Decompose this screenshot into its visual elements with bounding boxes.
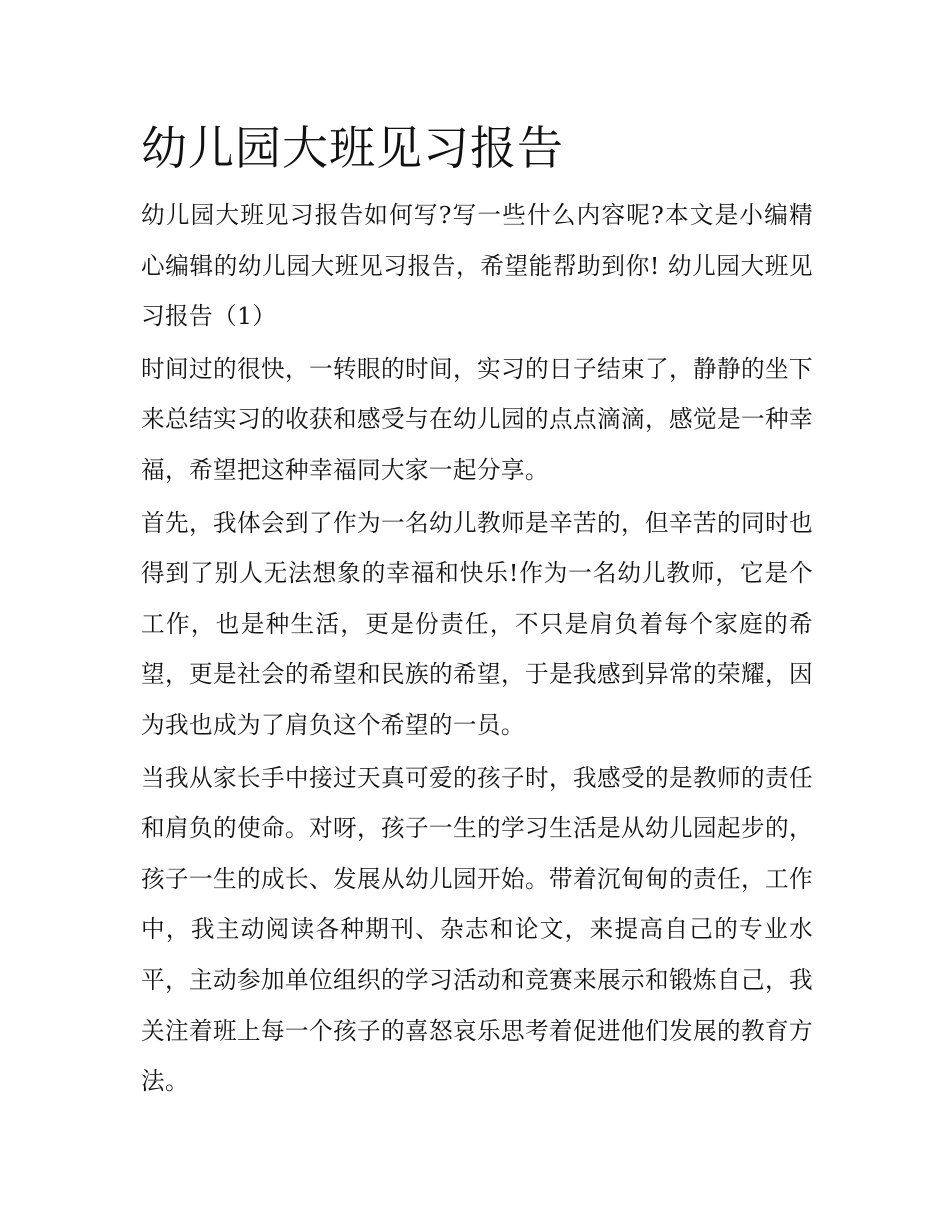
paragraph-first: 首先，我体会到了作为一名幼儿教师是辛苦的，但辛苦的同时也得到了别人无法想象的幸福和快乐!作为一名幼儿教师，它是个工作，也是种生活，更是份责任，不只是肩负着每个家庭的希望，更是社会的希望和民族的希望，于是我感到异常的荣耀，因为我也成为了肩负这个希望的一员。 [141, 508, 813, 739]
paragraph-responsibility: 当我从家长手中接过天真可爱的孩子时，我感受的是教师的责任和肩负的使命。对呀，孩子一生的学习生活是从幼儿园起步的，孩子一生的成长、发展从幼儿园开始。带着沉甸甸的责任，工作中，我主动阅读各种期刊、杂志和论文，来提高自己的专业水平，主动参加单位组织的学习活动和竞赛来展示和锻炼自己，我关注着班上每一个孩子的喜怒哀乐思考着促进他们发展的教育方法。 [141, 763, 813, 1096]
document-title: 幼儿园大班见习报告 [141, 121, 564, 175]
paragraph-intro: 幼儿园大班见习报告如何写?写一些什么内容呢?本文是小编精心编辑的幼儿园大班见习报告，希望能帮助到你! 幼儿园大班见习报告（1） [141, 201, 813, 331]
document-page [141, 112, 813, 1109]
paragraph-time-flies: 时间过的很快，一转眼的时间，实习的日子结束了，静静的坐下来总结实习的收获和感受与在幼儿园的点点滴滴，感觉是一种幸福，希望把这种幸福同大家一起分享。 [141, 354, 813, 484]
